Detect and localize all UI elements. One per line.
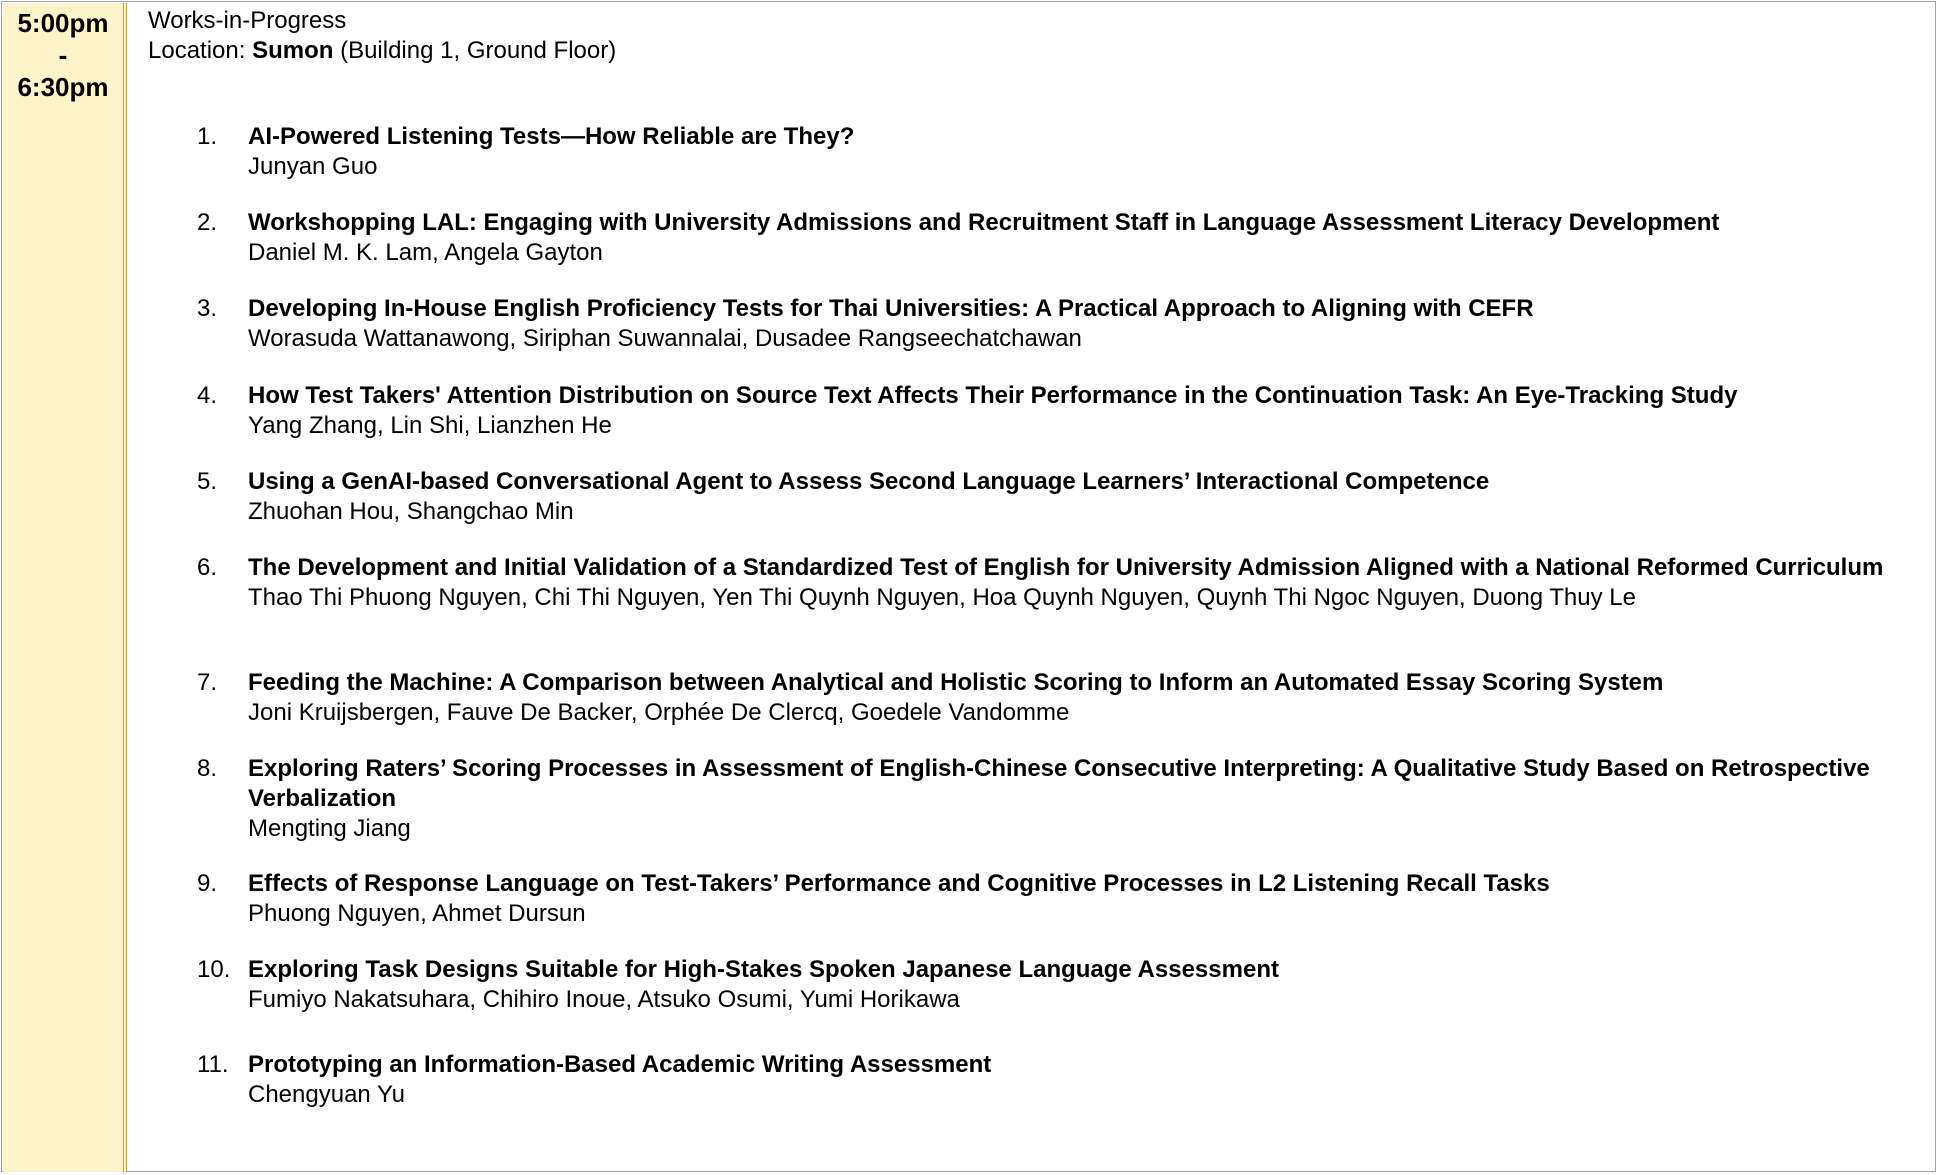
location-detail: (Building 1, Ground Floor) [333, 37, 617, 64]
item-body [248, 467, 1939, 527]
presentation-title: Exploring Raters’ Scoring Processes in Assessment of English-Chinese Consecutive Interpreting: A Qualitative Study Based on Retrospective Verbalization [248, 755, 1870, 812]
presentation-title: The Development and Initial Validation of a Standardized Test of English for University Admission Aligned with a National Reformed Curriculum [248, 554, 1884, 581]
location-name: Sumon [252, 37, 334, 64]
presentation-authors: Joni Kruijsbergen, Fauve De Backer, Orphée De Clercq, Goedele Vandomme [248, 699, 1070, 726]
session-content [148, 6, 1919, 66]
item-body [248, 668, 1939, 728]
presentation-title: Feeding the Machine: A Comparison between Analytical and Holistic Scoring to Inform an Automated Essay Scoring System [248, 669, 1664, 696]
location-label: Location: [148, 37, 253, 64]
item-body [248, 381, 1939, 441]
item-body [248, 553, 1939, 613]
item-number: 6. [197, 554, 218, 581]
item-number: 1. [197, 123, 218, 150]
item-body [248, 754, 1939, 844]
time-range [3, 7, 123, 103]
presentation-title: Using a GenAI-based Conversational Agent to Assess Second Language Learners’ Interactional Competence [248, 468, 1490, 495]
presentation-title: AI-Powered Listening Tests—How Reliable are They? [248, 123, 855, 150]
item-number: 8. [197, 755, 218, 782]
item-body [248, 1050, 1939, 1110]
presentation-title: Effects of Response Language on Test-Takers’ Performance and Cognitive Processes in L2 Listening Recall Tasks [248, 870, 1550, 897]
presentation-title: Exploring Task Designs Suitable for High-Stakes Spoken Japanese Language Assessment [248, 956, 1279, 983]
presentation-authors: Yang Zhang, Lin Shi, Lianzhen He [248, 412, 612, 439]
presentation-title: How Test Takers' Attention Distribution on Source Text Affects Their Performance in the Continuation Task: An Eye-Tracking Study [248, 382, 1738, 409]
presentation-title: Workshopping LAL: Engaging with University Admissions and Recruitment Staff in Language Assessment Literacy Development [248, 209, 1720, 236]
presentation-authors: Mengting Jiang [248, 815, 411, 842]
end-time: 6:30pm [17, 72, 109, 102]
presentation-authors: Junyan Guo [248, 153, 378, 180]
item-number: 11. [197, 1051, 229, 1078]
item-body [248, 208, 1939, 268]
item-number: 4. [197, 382, 218, 409]
item-number: 10. [197, 956, 231, 983]
presentation-title: Developing In-House English Proficiency Tests for Thai Universities: A Practical Approach to Aligning with CEFR [248, 295, 1534, 322]
session-location [148, 36, 1919, 66]
time-column [3, 3, 127, 1172]
presentation-authors: Daniel M. K. Lam, Angela Gayton [248, 239, 603, 266]
item-number: 9. [197, 870, 218, 897]
item-body [248, 869, 1939, 929]
item-body [248, 294, 1939, 354]
item-body [248, 955, 1939, 1015]
session-title: Works-in-Progress [148, 7, 347, 34]
presentation-authors: Chengyuan Yu [248, 1081, 406, 1108]
item-number: 5. [197, 468, 218, 495]
item-body [248, 122, 1939, 182]
presentation-authors: Thao Thi Phuong Nguyen, Chi Thi Nguyen, Yen Thi Quynh Nguyen, Hoa Quynh Nguyen, Quynh Thi Ngoc Nguyen, Duong Thuy Le [248, 584, 1636, 611]
start-time: 5:00pm [17, 8, 109, 38]
item-number: 7. [197, 669, 218, 696]
time-separator: - [58, 40, 68, 70]
presentation-authors: Worasuda Wattanawong, Siriphan Suwannalai, Dusadee Rangseechatchawan [248, 325, 1082, 352]
presentation-authors: Phuong Nguyen, Ahmet Dursun [248, 900, 586, 927]
item-number: 2. [197, 209, 218, 236]
presentation-authors: Fumiyo Nakatsuhara, Chihiro Inoue, Atsuko Osumi, Yumi Horikawa [248, 986, 960, 1013]
presentation-authors: Zhuohan Hou, Shangchao Min [248, 498, 574, 525]
item-number: 3. [197, 295, 218, 322]
presentation-title: Prototyping an Information-Based Academic Writing Assessment [248, 1051, 992, 1078]
